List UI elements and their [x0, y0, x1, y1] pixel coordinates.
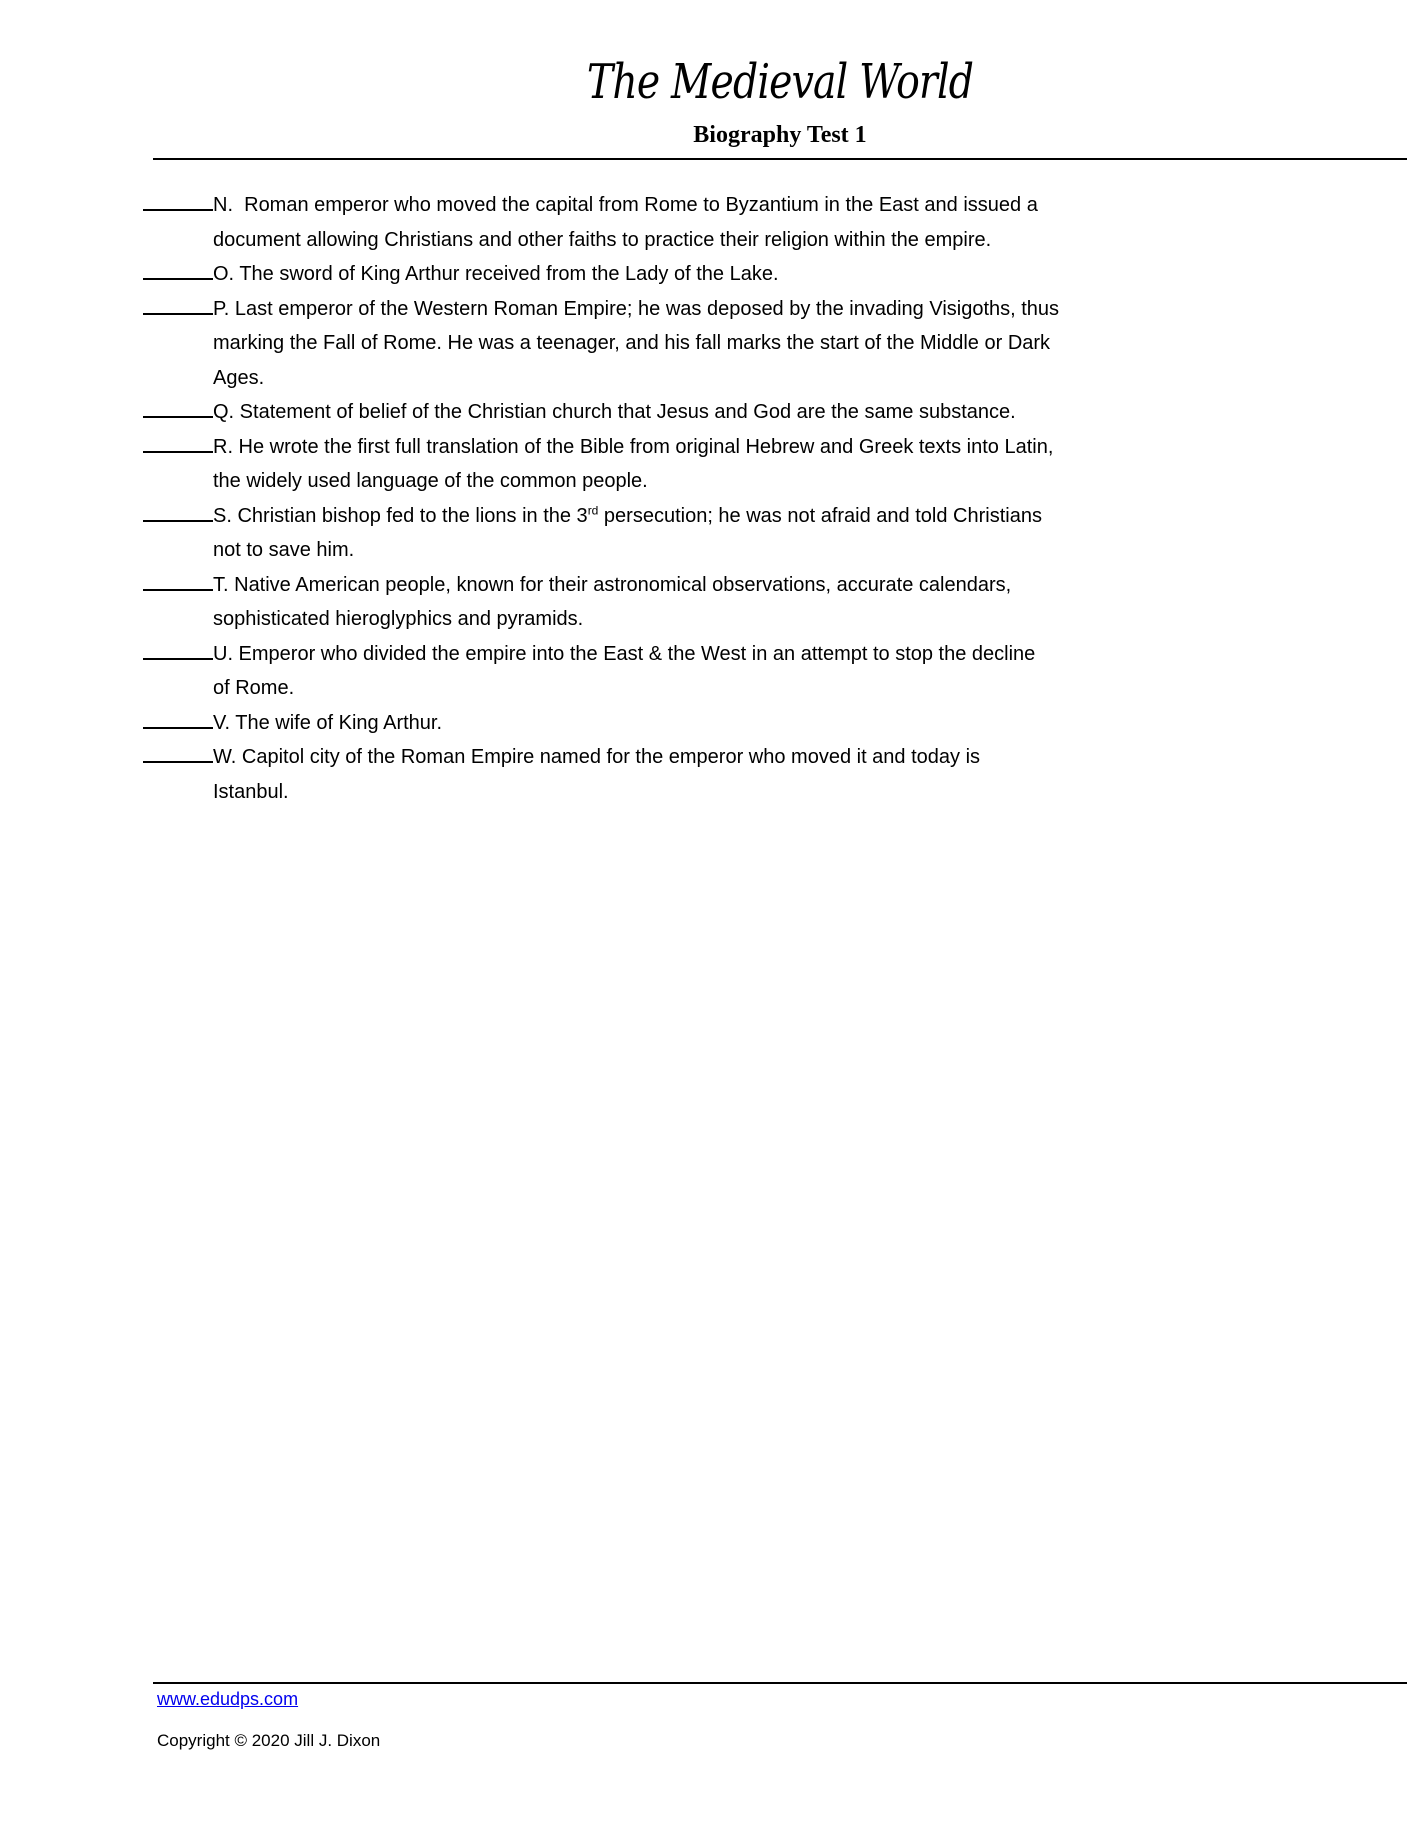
answer-blank[interactable] [143, 724, 213, 729]
answer-blank[interactable] [143, 206, 213, 211]
question-item [143, 430, 1388, 499]
question-text: The sword of King Arthur received from the Lady of the Lake. [234, 263, 779, 285]
question-first-line [143, 568, 1388, 603]
page-title: The Medieval World [586, 54, 974, 110]
header-divider [153, 158, 1407, 160]
footer-divider [153, 1682, 1407, 1684]
question-first-line [143, 740, 1388, 775]
answer-blank[interactable] [143, 586, 213, 591]
answer-blank[interactable] [143, 758, 213, 763]
question-letter: S. [213, 504, 232, 527]
question-letter: N. [213, 194, 239, 216]
question-list [143, 188, 1388, 809]
question-item [143, 395, 1388, 430]
question-item [143, 292, 1388, 396]
question-letter: Q. [213, 401, 235, 423]
question-text-continued: marking the Fall of Rome. He was a teenager, and his fall marks the start of the Middle or Dark [213, 332, 1051, 354]
question-text-continued: sophisticated hieroglyphics and pyramids. [213, 608, 584, 630]
question-first-line [143, 292, 1388, 327]
question-text: Capitol city of the Roman Empire named for the emperor who moved it and today is [236, 746, 981, 768]
question-letter: T. [213, 573, 229, 596]
question-text-continued: not to save him. [213, 539, 355, 561]
question-text-continued: Istanbul. [213, 780, 289, 803]
question-letter: O. [213, 263, 235, 285]
question-text: Christian bishop fed to the lions in the 3rd persecution; he was not afraid and told Christians [231, 502, 1042, 527]
question-letter: P. [213, 297, 230, 320]
answer-blank[interactable] [143, 310, 213, 315]
question-item [143, 637, 1388, 706]
question-text: The wife of King Arthur. [230, 711, 443, 734]
question-text: Emperor who divided the empire into the East & the West in an attempt to stop the decline [233, 642, 1036, 665]
question-letter: R. [213, 435, 233, 458]
question-first-line [143, 430, 1388, 465]
question-text-continued: the widely used language of the common people. [213, 470, 648, 492]
question-text-continued: of Rome. [213, 677, 295, 699]
page-subtitle: Biography Test 1 [693, 122, 867, 148]
question-text-continued: Ages. [213, 366, 265, 389]
question-first-line [143, 188, 1388, 223]
answer-blank[interactable] [143, 448, 213, 453]
question-text: Statement of belief of the Christian church that Jesus and God are the same substance. [234, 401, 1016, 423]
question-first-line [143, 395, 1388, 430]
answer-blank[interactable] [143, 275, 213, 280]
question-first-line [143, 257, 1388, 292]
question-item [143, 568, 1388, 637]
question-letter: V. [213, 711, 231, 734]
question-text: Native American people, known for their astronomical observations, accurate calendars, [228, 573, 1012, 596]
question-item [143, 188, 1388, 257]
question-item [143, 740, 1388, 809]
question-first-line [143, 706, 1388, 741]
question-item [143, 257, 1388, 292]
answer-blank[interactable] [143, 517, 213, 522]
superscript-text: rd [587, 502, 599, 517]
answer-blank[interactable] [143, 655, 213, 660]
question-item [143, 706, 1388, 741]
question-item [143, 499, 1388, 568]
question-letter: U. [213, 642, 233, 665]
question-text: Roman emperor who moved the capital from Rome to Byzantium in the East and issued a [238, 194, 1038, 216]
answer-blank[interactable] [143, 413, 213, 418]
website-link[interactable]: www.edudps.com [157, 1689, 299, 1709]
question-text-continued: document allowing Christians and other faiths to practice their religion within the empire. [213, 228, 992, 251]
question-first-line [143, 637, 1388, 672]
copyright-text: Copyright © 2020 Jill J. Dixon [157, 1731, 381, 1750]
question-first-line [143, 499, 1388, 534]
question-text: He wrote the first full translation of the Bible from original Hebrew and Greek texts into Latin, [233, 435, 1054, 458]
question-letter: W. [213, 746, 237, 768]
question-text: Last emperor of the Western Roman Empire; he was deposed by the invading Visigoths, thus [229, 297, 1060, 320]
